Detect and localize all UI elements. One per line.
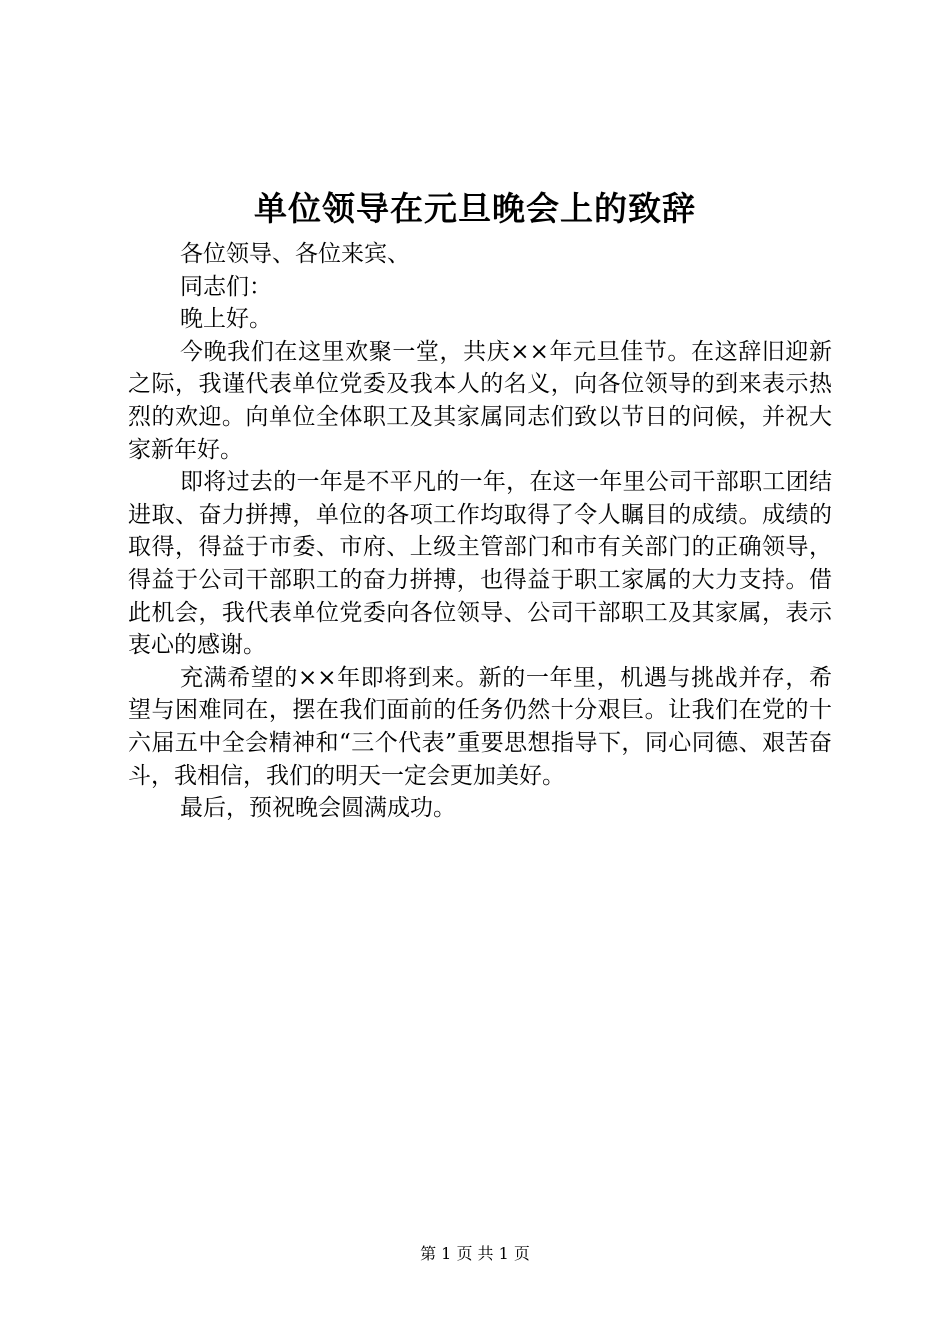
salutation-line-2: 同志们：: [179, 273, 272, 300]
greeting-line: 晚上好。: [179, 306, 272, 333]
paragraph-review: 即将过去的一年是不平凡的一年，在这一年里公司干部职工团结进取、奋力拼搏，单位的各项工作均取得了令人瞩目的成绩。成绩的取得，得益于市委、市府、上级主管部门和市有关部门的正确领导，得益于公司干部职工的奋力拼搏，也得益于职工家属的大力支持。借此机会，我代表单位党委向各位领导、公司干部职工及其家属，表示衷心的感谢。: [128, 469, 832, 659]
paragraph-outlook: 充满希望的××年即将到来。新的一年里，机遇与挑战并存，希望与困难同在，摆在我们面前的任务仍然十分艰巨。让我们在党的十六届五中全会精神和“三个代表”重要思想指导下，同心同德、艰苦奋斗，我相信，我们的明天一定会更加美好。: [128, 664, 832, 789]
document-title: 单位领导在元旦晚会上的致辞: [254, 189, 696, 228]
paragraph-closing: 最后，预祝晚会圆满成功。: [179, 795, 456, 822]
page-footer: 第 1 页 共 1 页: [420, 1244, 530, 1263]
salutation-line-1: 各位领导、各位来宾、: [179, 241, 410, 267]
document-body: [128, 238, 832, 825]
paragraph-welcome: 今晚我们在这里欢聚一堂，共庆××年元旦佳节。在这辞旧迎新之际，我谨代表单位党委及我本人的名义，向各位领导的到来表示热烈的欢迎。向单位全体职工及其家属同志们致以节日的问候，并祝大家新年好。: [128, 338, 832, 463]
